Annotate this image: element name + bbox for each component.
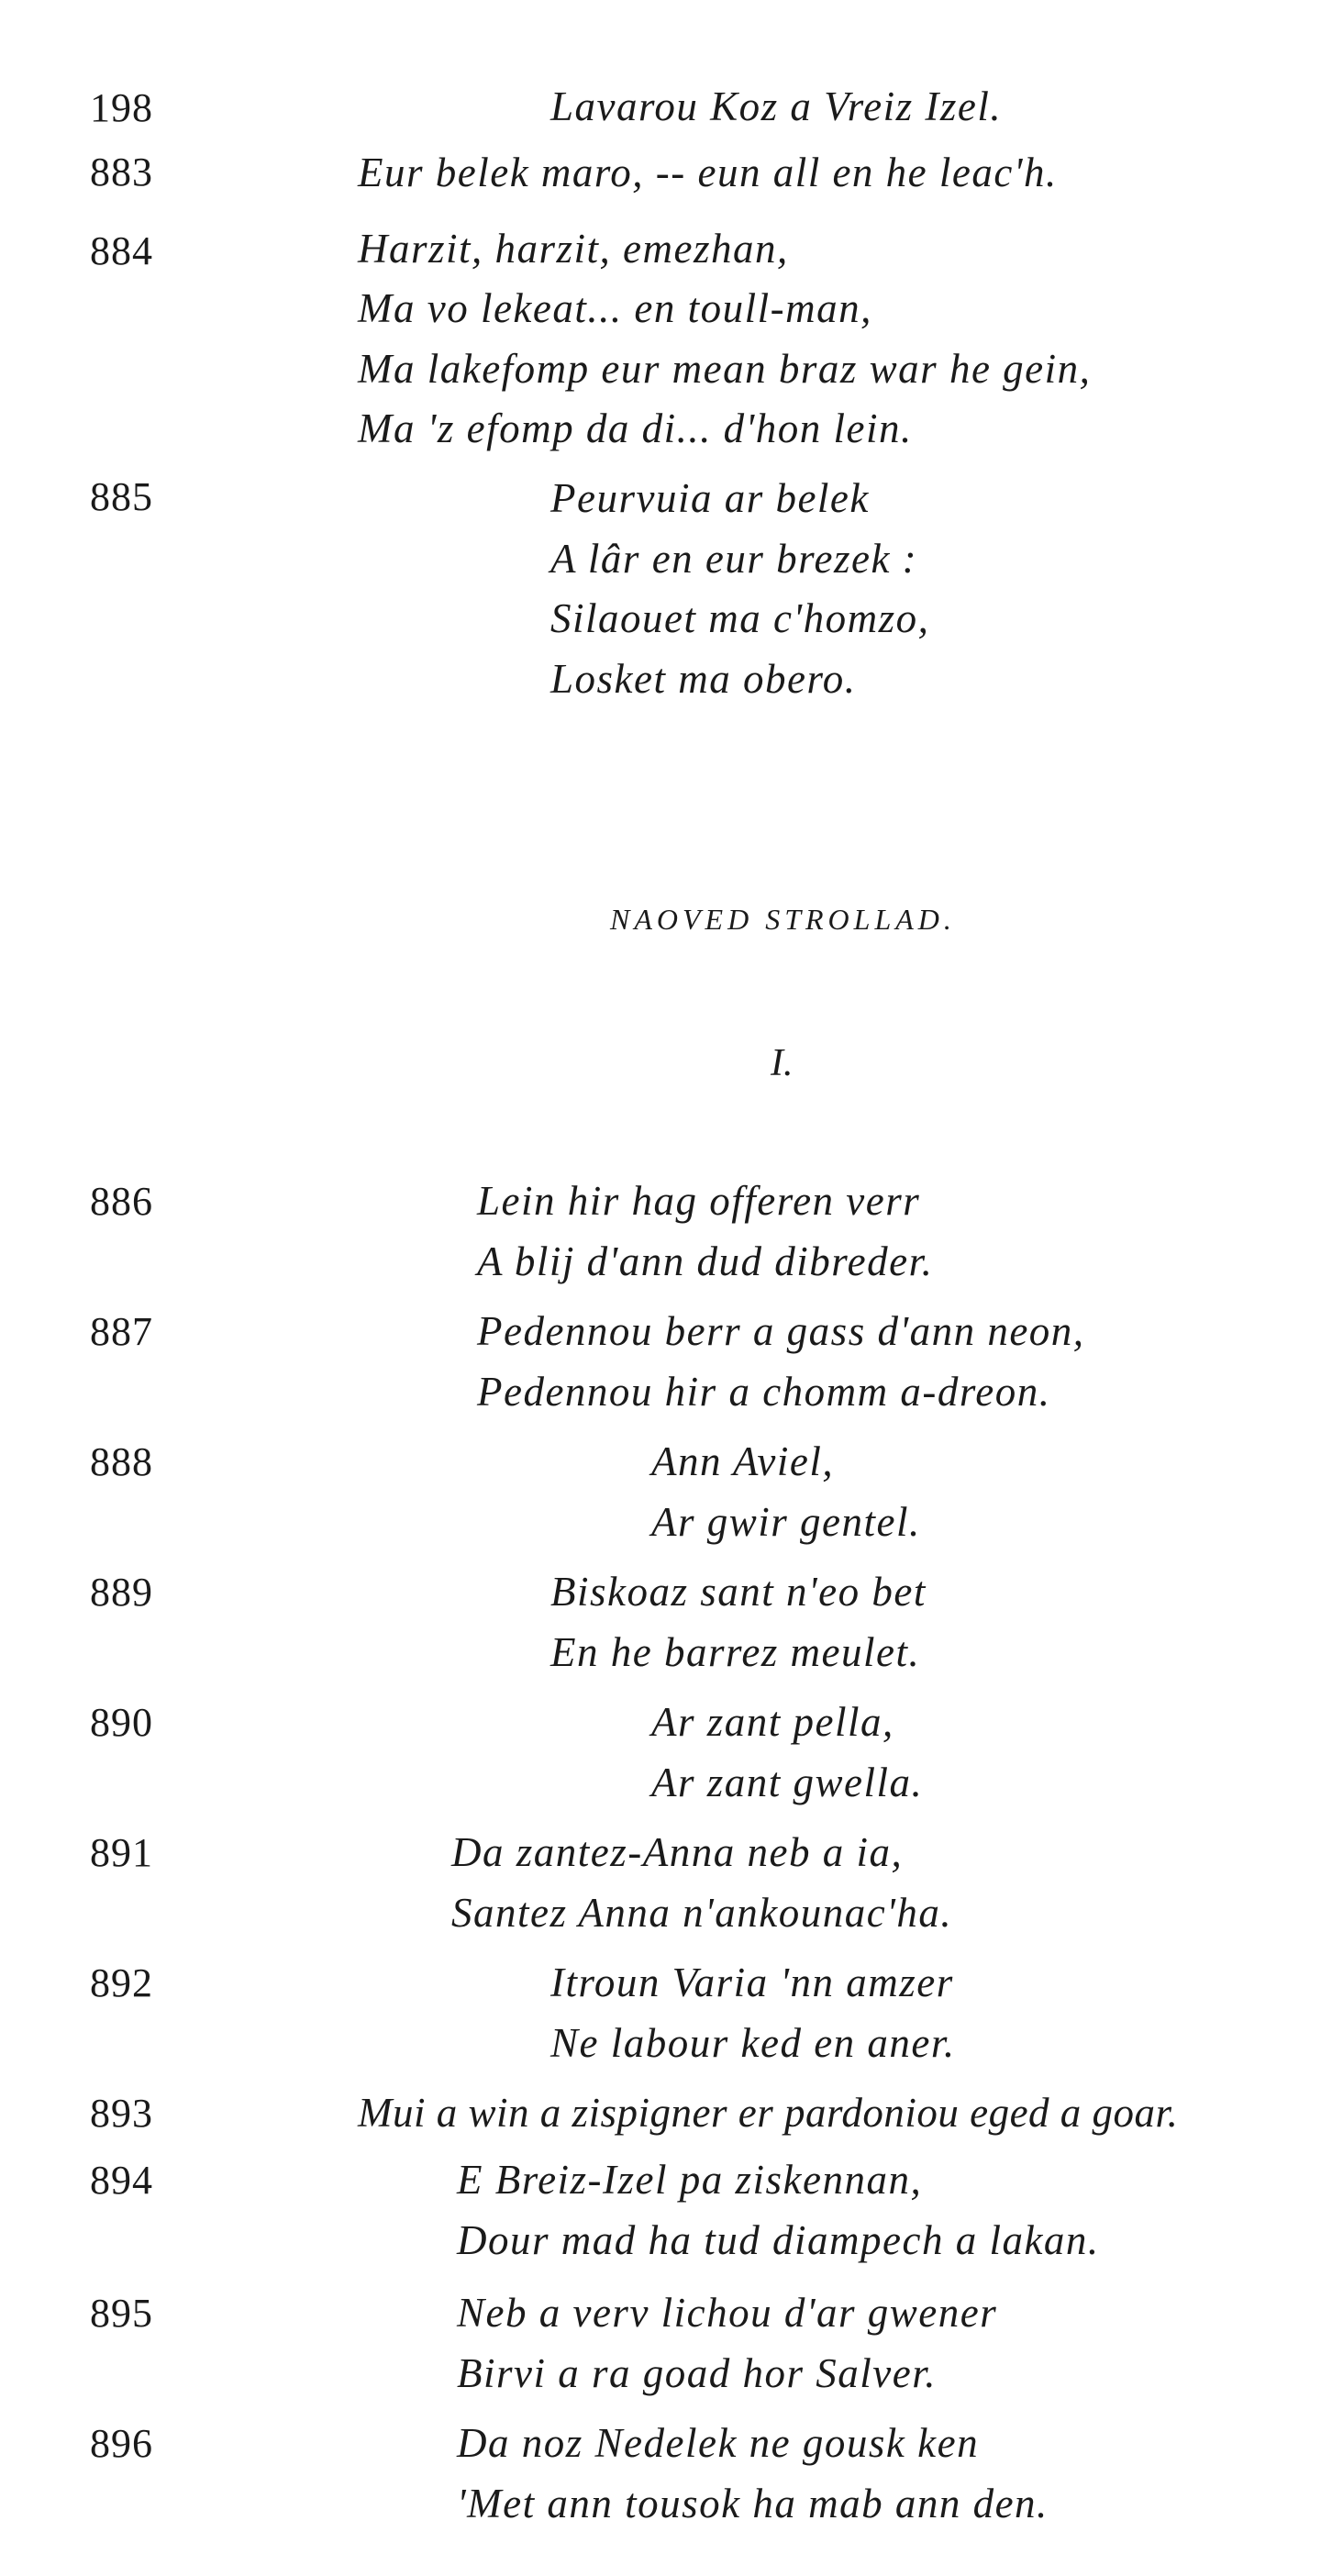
verse-line: A lâr en eur brezek : (550, 536, 918, 582)
verse-line: A blij d'ann dud dibreder. (477, 1238, 934, 1284)
entry-number: 883 (90, 150, 153, 194)
entry-number: 891 (90, 1830, 153, 1875)
verse-line: Birvi a ra goad hor Salver. (457, 2350, 937, 2396)
verse-line: 'Met ann tousok ha mab ann den. (457, 2481, 1049, 2526)
section-subtitle: I. (771, 1042, 794, 1084)
verse-line: Itroun Varia 'nn amzer (550, 1960, 954, 2005)
verse-line: En he barrez meulet. (550, 1629, 921, 1675)
verse-line: Losket ma obero. (550, 656, 857, 702)
verse-line: Silaouet ma c'homzo, (550, 595, 930, 641)
verse-line: Ann Aviel, (651, 1438, 835, 1484)
entry-number: 887 (90, 1309, 153, 1354)
page-number: 198 (90, 85, 153, 130)
verse-line: Dour mad ha tud diampech a lakan. (457, 2217, 1100, 2263)
entry-number: 893 (90, 2091, 153, 2136)
verse-line: Mui a win a zispigner er pardoniou eged a goar. (358, 2090, 1179, 2136)
entry-number: 888 (90, 1439, 153, 1484)
verse-line: Pedennou berr a gass d'ann neon, (477, 1308, 1085, 1354)
verse-line: Ar gwir gentel. (651, 1499, 921, 1545)
verse-line: Ma vo lekeat... en toull-man, (358, 285, 872, 331)
entry-number: 894 (90, 2158, 153, 2203)
verse-line: Peurvuia ar belek (550, 475, 870, 521)
verse-line: Ar zant gwella. (651, 1760, 924, 1805)
entry-number: 884 (90, 228, 153, 273)
entry-number: 886 (90, 1179, 153, 1224)
entry-number: 892 (90, 1960, 153, 2005)
verse-line: Pedennou hir a chomm a-dreon. (477, 1369, 1051, 1415)
entry-number: 896 (90, 2421, 153, 2466)
verse-line: Ma lakefomp eur mean braz war he gein, (358, 346, 1092, 392)
verse-line: Da zantez-Anna neb a ia, (451, 1829, 904, 1875)
verse-line: Biskoaz sant n'eo bet (550, 1569, 927, 1615)
verse-line: Ne labour ked en aner. (550, 2020, 956, 2066)
verse-line: Harzit, harzit, emezhan, (358, 226, 789, 272)
section-title: NAOVED STROLLAD. (610, 903, 956, 936)
verse-line: Lein hir hag offeren verr (477, 1178, 921, 1224)
entry-number: 889 (90, 1570, 153, 1615)
verse-line: Neb a verv lichou d'ar gwener (457, 2290, 998, 2336)
verse-line: Da noz Nedelek ne gousk ken (457, 2420, 980, 2466)
verse-line: Ma 'z efomp da di... d'hon lein. (358, 405, 913, 451)
verse-line: E Breiz-Izel pa ziskennan, (457, 2157, 923, 2203)
running-title: Lavarou Koz a Vreiz Izel. (550, 83, 1003, 129)
verse-line: Eur belek maro, -- eun all en he leac'h. (358, 150, 1058, 195)
verse-line: Ar zant pella, (651, 1699, 894, 1745)
verse-line: Santez Anna n'ankounac'ha. (451, 1890, 953, 1936)
entry-number: 890 (90, 1700, 153, 1745)
entry-number: 895 (90, 2291, 153, 2336)
entry-number: 885 (90, 474, 153, 519)
